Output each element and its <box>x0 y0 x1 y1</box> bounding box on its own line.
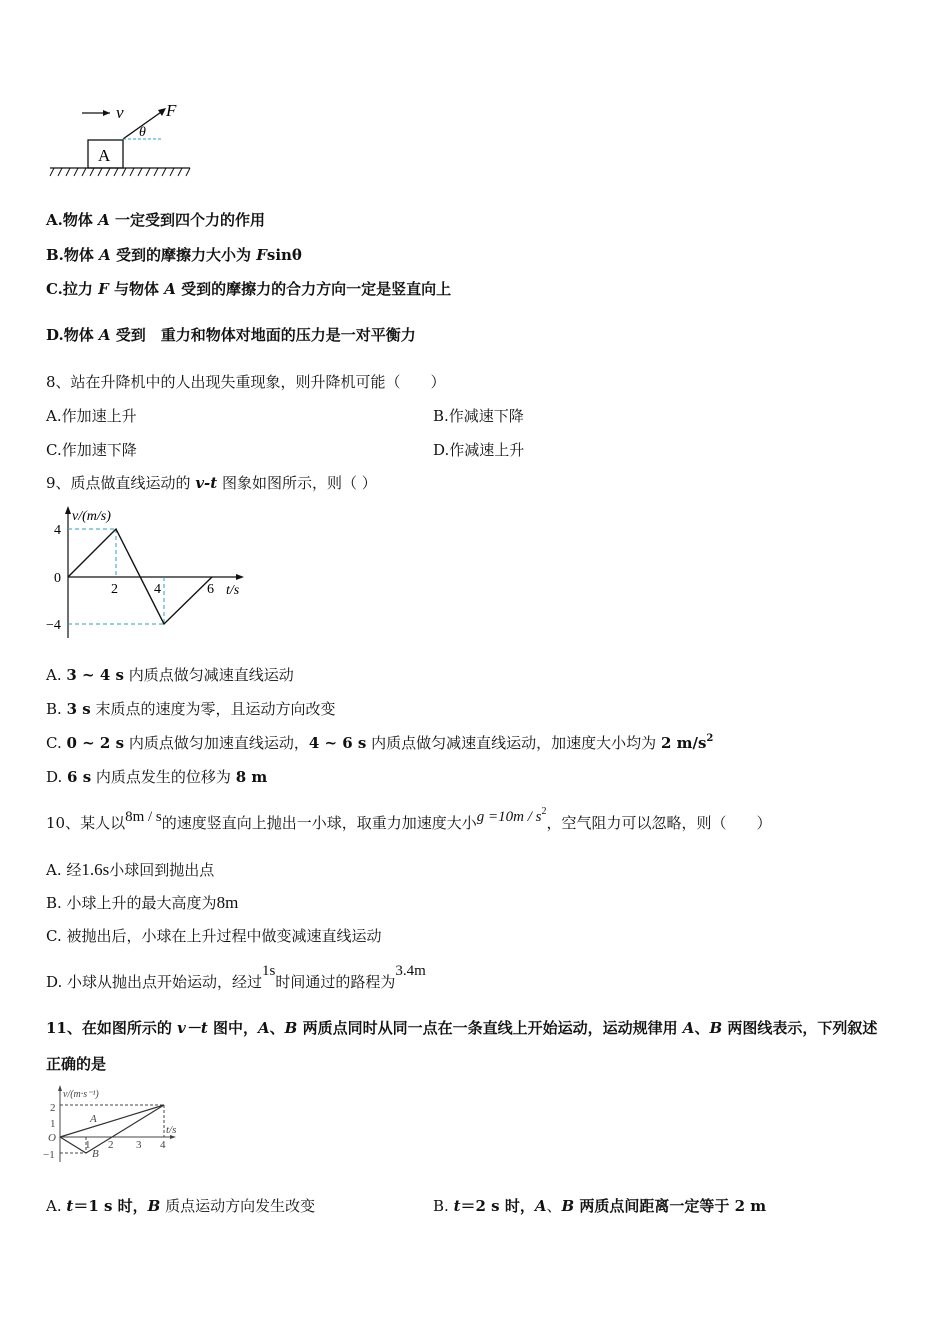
q8-option-d: D.作减速上升 <box>433 441 525 459</box>
vt-graph-q11 <box>40 1082 190 1170</box>
q10-stem: 10、某人以8m / s的速度竖直向上抛出一小球，取重力加速度大小$g =10m / s^2$，空气阻力可以忽略，则（ ） <box>46 806 772 832</box>
q10-option-b: B. 小球上升的最大高度为8m <box>46 893 239 912</box>
q8-option-a: A.作加速上升 <box>46 407 137 425</box>
force-label: F <box>166 101 177 120</box>
line-a-label: A <box>90 1113 97 1125</box>
q11-option-b: B. t＝2 s 时，A、B 两质点间距离一定等于 2 m <box>433 1197 767 1215</box>
q11-option-a: A. t＝1 s 时，B 质点运动方向发生改变 <box>46 1197 316 1215</box>
ground-hatching <box>50 168 190 176</box>
x-axis-label: t/s <box>166 1124 177 1136</box>
v-tick-neg4: −4 <box>46 618 61 633</box>
q7-option-a: A.物体 A 一定受到四个力的作用 <box>46 211 265 229</box>
q8-option-b: B.作减速下降 <box>433 407 524 425</box>
angle-label: θ <box>139 125 146 140</box>
q11-stem-line1: 11、在如图所示的 v－t 图中，A、B 两质点同时从同一点在一条直线上开始运动，运动规律用 A、B 两图线表示，下列叙述 <box>46 1019 878 1037</box>
v-tick-neg1: −1 <box>43 1149 55 1161</box>
t-tick-3: 3 <box>136 1139 142 1151</box>
line-b-label: B <box>92 1148 99 1160</box>
q10-option-d: D. 小球从抛出点开始运动，经过1s时间通过的路程为3.4m <box>46 963 426 991</box>
v-tick-4: 4 <box>54 523 61 538</box>
q9-option-d: D. 6 s 内质点发生的位移为 8 m <box>46 768 268 786</box>
q7-option-b: B.物体 A 受到的摩擦力大小为 Fsinθ <box>46 246 302 264</box>
y-axis-label: v/(m·s⁻¹) <box>63 1089 99 1100</box>
line-a <box>60 1105 164 1137</box>
q9-option-c: C. 0 ~ 2 s 内质点做匀加速直线运动，4 ~ 6 s 内质点做匀减速直线运动，加速度大小均为 2 $m/s^2$ <box>46 733 714 752</box>
v-tick-1: 1 <box>50 1118 56 1130</box>
t-tick-1: 1 <box>85 1139 91 1151</box>
block-force-figure <box>46 96 196 182</box>
t-tick-4: 4 <box>154 582 161 597</box>
origin-label: O <box>48 1132 56 1144</box>
q10-option-c: C. 被抛出后，小球在上升过程中做变减速直线运动 <box>46 927 382 945</box>
y-axis-label: v/(m/s) <box>72 509 111 524</box>
q7-option-c: C.拉力 F 与物体 A 受到的摩擦力的合力方向一定是竖直向上 <box>46 280 452 298</box>
q7-option-d: D.物体 A 受到 重力和物体对地面的压力是一对平衡力 <box>46 326 416 344</box>
q9-stem: 9、质点做直线运动的 v-t 图象如图所示，则（ ） <box>46 474 377 492</box>
v-tick-2: 2 <box>50 1102 56 1114</box>
block-a-label: A <box>98 146 111 165</box>
vt-graph-q9 <box>40 500 255 645</box>
q9-option-a: A. 3 ~ 4 s 内质点做匀减速直线运动 <box>46 666 294 684</box>
t-tick-4: 4 <box>160 1139 166 1151</box>
t-tick-2: 2 <box>111 582 118 597</box>
q10-option-a: A. 经1.6s小球回到抛出点 <box>46 860 215 879</box>
q8-option-c: C.作加速下降 <box>46 441 137 459</box>
t-tick-2: 2 <box>108 1139 114 1151</box>
q11-stem-line2: 正确的是 <box>46 1055 107 1073</box>
x-axis-label: t/s <box>226 583 240 598</box>
velocity-label: v <box>116 103 124 122</box>
q9-option-b: B. 3 s 末质点的速度为零，且运动方向改变 <box>46 700 336 718</box>
t-tick-6: 6 <box>207 582 214 597</box>
q8-stem: 8、站在升降机中的人出现失重现象，则升降机可能（ ） <box>46 373 446 391</box>
v-tick-0: 0 <box>54 571 61 586</box>
